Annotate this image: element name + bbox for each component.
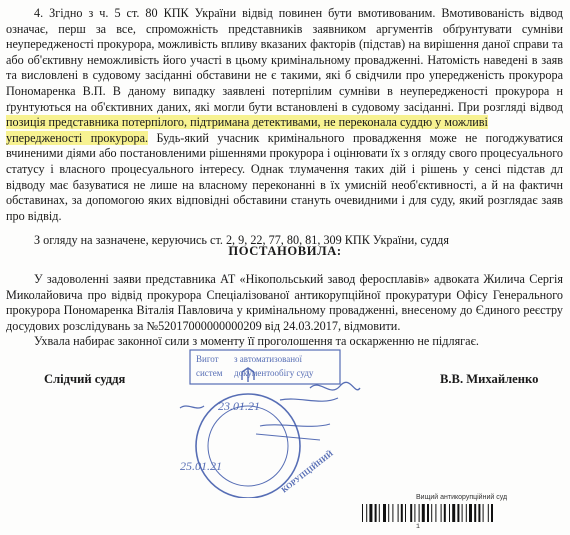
- reasoning-line: ґрунтуються на об'єктивних даних, які могли бути встановлені в судовому засіданні. При розгляді відвод: [6, 99, 563, 114]
- resolution-line: досудових розслідувань за №52017000000000209 від 24.03.2017, відмовити.: [6, 318, 401, 333]
- reasoning-line: упередженості прокурора. Будь-який учасник кримінального провадження може не погоджуватися: [6, 130, 563, 145]
- barcode-bar: [452, 504, 455, 522]
- barcode-caption: Вищий антикорупційний суд: [416, 494, 508, 501]
- reasoning-line: обставинах, за допомогою яких відповідні обставини стануть очевидними і для суду, який розглядає заяв: [6, 193, 563, 208]
- barcode-bar: [462, 504, 463, 522]
- stamp-line-2: систем: [196, 368, 223, 378]
- reasoning-line: про відвід.: [6, 208, 62, 223]
- barcode-bar: [488, 504, 489, 522]
- guided-by-line: З огляду на зазначене, керуючись ст. 2, 9, 22, 77, 80, 81, 309 КПК України, суддя: [34, 233, 449, 248]
- barcode-bar: [366, 504, 367, 522]
- reasoning-line: та висловлені в судовому засіданні обставини не є такими, які б свідчили про упередженість прокурора: [6, 68, 563, 83]
- barcode-bar: [435, 504, 436, 522]
- barcode-bar: [427, 504, 429, 522]
- barcode-bar: [369, 504, 372, 522]
- barcode-bar: [431, 504, 432, 522]
- reasoning-line: неупередженості прокурора, можливість впливу вказаних факторів (підстав) на вирішення даної справи та: [6, 37, 563, 52]
- highlighted-text: упередженості прокурора.: [6, 130, 149, 145]
- reasoning-line: вчиненими діями або постановленими рішеннями прокурора і оцінювати їх з огляду свого процесуального: [6, 146, 563, 161]
- reasoning-paragraph: [6, 6, 563, 249]
- barcode-bar: [362, 504, 363, 522]
- barcode-bar: [375, 504, 377, 522]
- barcode-bar: [410, 504, 412, 522]
- barcode-bar: [405, 504, 406, 522]
- barcode-bar: [388, 504, 389, 522]
- reasoning-line: [6, 115, 563, 131]
- resolution-line: Миколайовича про відвід прокурора Спеціалізованої антикорупційної прокуратури Офісу Генерального: [6, 287, 563, 302]
- judge-name: В.В. Михайленко: [440, 372, 539, 386]
- stamp-line-2b: документообігу суду: [234, 368, 314, 378]
- court-stamp: [160, 348, 370, 498]
- resolution-line: прокурора Пономаренка Віталія Павловича у кримінальному провадженні, внесеному до Єдиного реєстру: [6, 303, 563, 318]
- barcode-bars: [360, 504, 564, 522]
- barcode-bar: [444, 504, 446, 522]
- highlighted-text: позиція представника потерпілого, підтримана детективами, не переконала суддю у можливі: [6, 115, 488, 130]
- stamp-line-1: Вигот: [196, 354, 219, 364]
- reasoning-line: Пономаренка В.П. В даному випадку заявлені потерпілим сумніви в неупередженості прокурора н: [6, 83, 563, 98]
- barcode-bar: [379, 504, 380, 522]
- barcode-bar: [419, 504, 420, 522]
- barcode-bar: [441, 504, 442, 522]
- reasoning-line: означає, перш за все, спроможність представників заявником аргументів обґрунтувати сумніви: [6, 21, 563, 36]
- stamp-ring-text: КОРУПЦІЙНИЙ: [279, 448, 335, 495]
- stamp-hand-date-2: 25.01.21: [180, 459, 222, 473]
- resolution-line: У задоволенні заяви представника АТ «Нікопольський завод феросплавів» адвоката Жилича Сергія: [34, 272, 563, 286]
- reasoning-line: або об'єктивну неможливість його участі в цьому кримінальному провадженні. Натомість наведені в заяв: [6, 52, 563, 67]
- reasoning-line: статусу і власного процесуального інтересу. Однак тлумачення таких дій і рішень у сенсі підстав дл: [6, 161, 563, 176]
- barcode-bar: [398, 504, 399, 522]
- resolution-paragraph: [6, 272, 563, 350]
- stamp-seal-graphic: [160, 348, 370, 498]
- final-note-line: Ухвала набирає законної сили з моменту її проголошення та оскарженню не підлягає.: [34, 334, 479, 349]
- barcode-bar: [401, 504, 403, 522]
- barcode-bar: [383, 504, 386, 522]
- barcode-bar: [457, 504, 459, 522]
- barcode-bar: [469, 504, 472, 522]
- barcode-bar: [483, 504, 484, 522]
- reasoning-line: відводу має базуватися не лише на власному переконанні в їх умисній необ'єктивності, а й на фактичн: [6, 177, 563, 192]
- judge-title: Слідчий суддя: [44, 372, 126, 386]
- stamp-line-1b: з автоматизованої: [234, 354, 303, 364]
- barcode-bar: [414, 504, 415, 522]
- barcode-bar: [392, 504, 393, 522]
- barcode-bar: [422, 504, 425, 522]
- barcode-bar: [449, 504, 450, 522]
- resolution-heading: ПОСТАНОВИЛА:: [228, 244, 342, 258]
- barcode-number: 1: [416, 523, 420, 530]
- reasoning-line: 4. Згідно з ч. 5 ст. 80 КПК України відвід повинен бути вмотивованим. Вмотивованість відвод: [34, 6, 563, 20]
- document-barcode: [360, 494, 564, 532]
- barcode-bar: [466, 504, 467, 522]
- barcode-bar: [478, 504, 480, 522]
- barcode-bar: [474, 504, 476, 522]
- stamp-hand-date-1: 23.01.21: [218, 399, 260, 413]
- barcode-bar: [491, 504, 493, 522]
